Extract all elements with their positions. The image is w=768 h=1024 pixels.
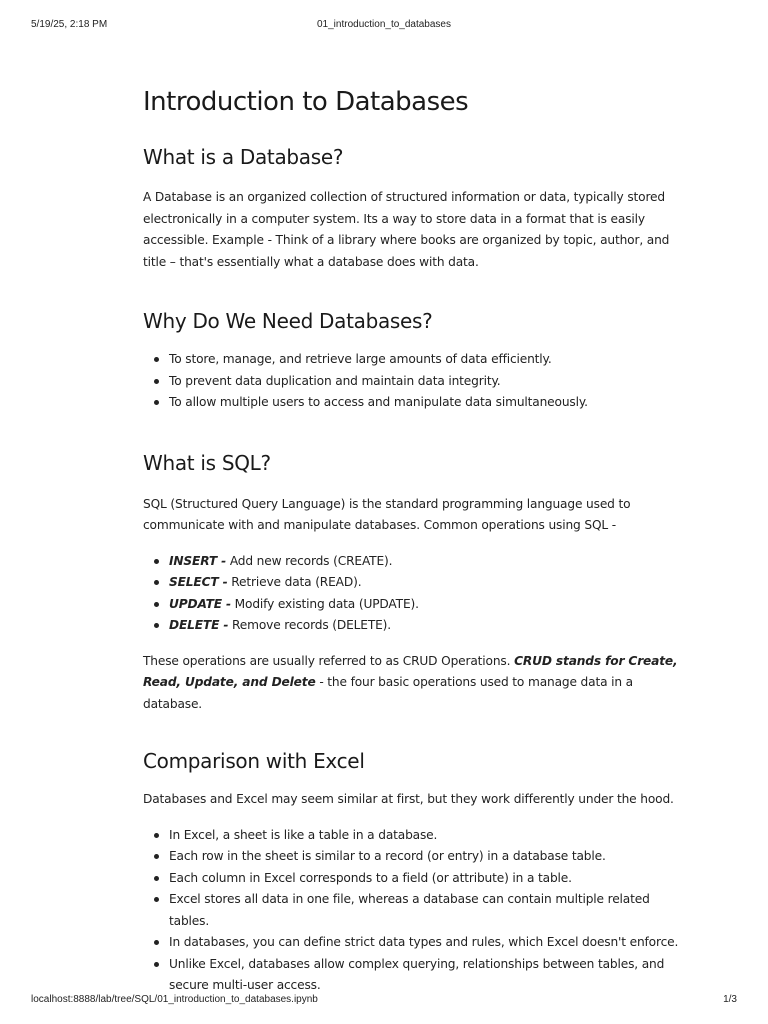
sql-desc: Modify existing data (UPDATE). xyxy=(230,596,419,611)
page-number: 1/3 xyxy=(723,994,737,1005)
list-item xyxy=(169,594,683,616)
heading-comparison-excel: Comparison with Excel xyxy=(143,749,365,773)
print-url: localhost:8888/lab/tree/SQL/01_introduction_to_databases.ipynb xyxy=(31,994,318,1005)
sql-term: INSERT - xyxy=(169,553,227,568)
list-item: Each row in the sheet is similar to a record (or entry) in a database table. xyxy=(169,846,683,868)
crud-intro: These operations are usually referred to as CRUD Operations. xyxy=(143,653,515,668)
list-excel-comparison xyxy=(143,825,683,997)
sql-desc: Add new records (CREATE). xyxy=(226,553,393,568)
list-item: To store, manage, and retrieve large amounts of data efficiently. xyxy=(169,349,683,371)
list-item: In databases, you can define strict data types and rules, which Excel doesn't enforce. xyxy=(169,932,683,954)
print-doc-title: 01_introduction_to_databases xyxy=(317,19,451,30)
print-header xyxy=(0,19,768,33)
heading-what-is-database: What is a Database? xyxy=(143,145,344,169)
list-why-databases xyxy=(143,349,683,414)
sql-term: DELETE - xyxy=(169,618,229,632)
page-title: Introduction to Databases xyxy=(143,87,469,117)
list-item: Each column in Excel corresponds to a field (or attribute) in a table. xyxy=(169,868,683,890)
print-footer xyxy=(0,994,768,1008)
heading-what-is-sql: What is SQL? xyxy=(143,450,271,475)
list-item xyxy=(169,572,683,594)
notebook-content xyxy=(143,82,683,997)
list-item: Excel stores all data in one file, whereas a database can contain multiple related tables. xyxy=(169,889,683,932)
paragraph-crud xyxy=(143,651,683,716)
print-datetime: 5/19/25, 2:18 PM xyxy=(31,19,108,30)
paragraph-comparison-excel: Databases and Excel may seem similar at first, but they work differently under the hood. xyxy=(143,792,674,806)
list-item: In Excel, a sheet is like a table in a database. xyxy=(169,825,683,847)
list-item xyxy=(169,615,683,637)
list-item: To allow multiple users to access and manipulate data simultaneously. xyxy=(169,392,683,414)
crud-definition: CRUD stands for Create, Read, Update, and Delete xyxy=(143,653,678,689)
sql-desc: Retrieve data (READ). xyxy=(227,575,362,589)
paragraph-what-is-database: A Database is an organized collection of structured information or data, typically stored electronically in a computer system. Its a way to store data in a format that is easily accessible. Example - Think of a library where books are organized by topic, author, and title – that's essentially what a database does with data. xyxy=(143,190,670,269)
list-item: To prevent data duplication and maintain data integrity. xyxy=(169,371,683,393)
sql-desc: Remove records (DELETE). xyxy=(228,618,391,632)
list-sql-operations xyxy=(143,551,683,637)
list-item: Unlike Excel, databases allow complex querying, relationships between tables, and secure multi-user access. xyxy=(169,954,683,997)
heading-why-databases: Why Do We Need Databases? xyxy=(143,309,433,333)
list-item xyxy=(169,551,683,573)
paragraph-what-is-sql: SQL (Structured Query Language) is the standard programming language used to communicate with and manipulate databases. Common operations using SQL - xyxy=(143,496,631,532)
sql-term: UPDATE - xyxy=(169,596,231,611)
crud-outro: - the four basic operations used to manage data in a database. xyxy=(143,675,633,711)
sql-term: SELECT - xyxy=(169,575,228,589)
